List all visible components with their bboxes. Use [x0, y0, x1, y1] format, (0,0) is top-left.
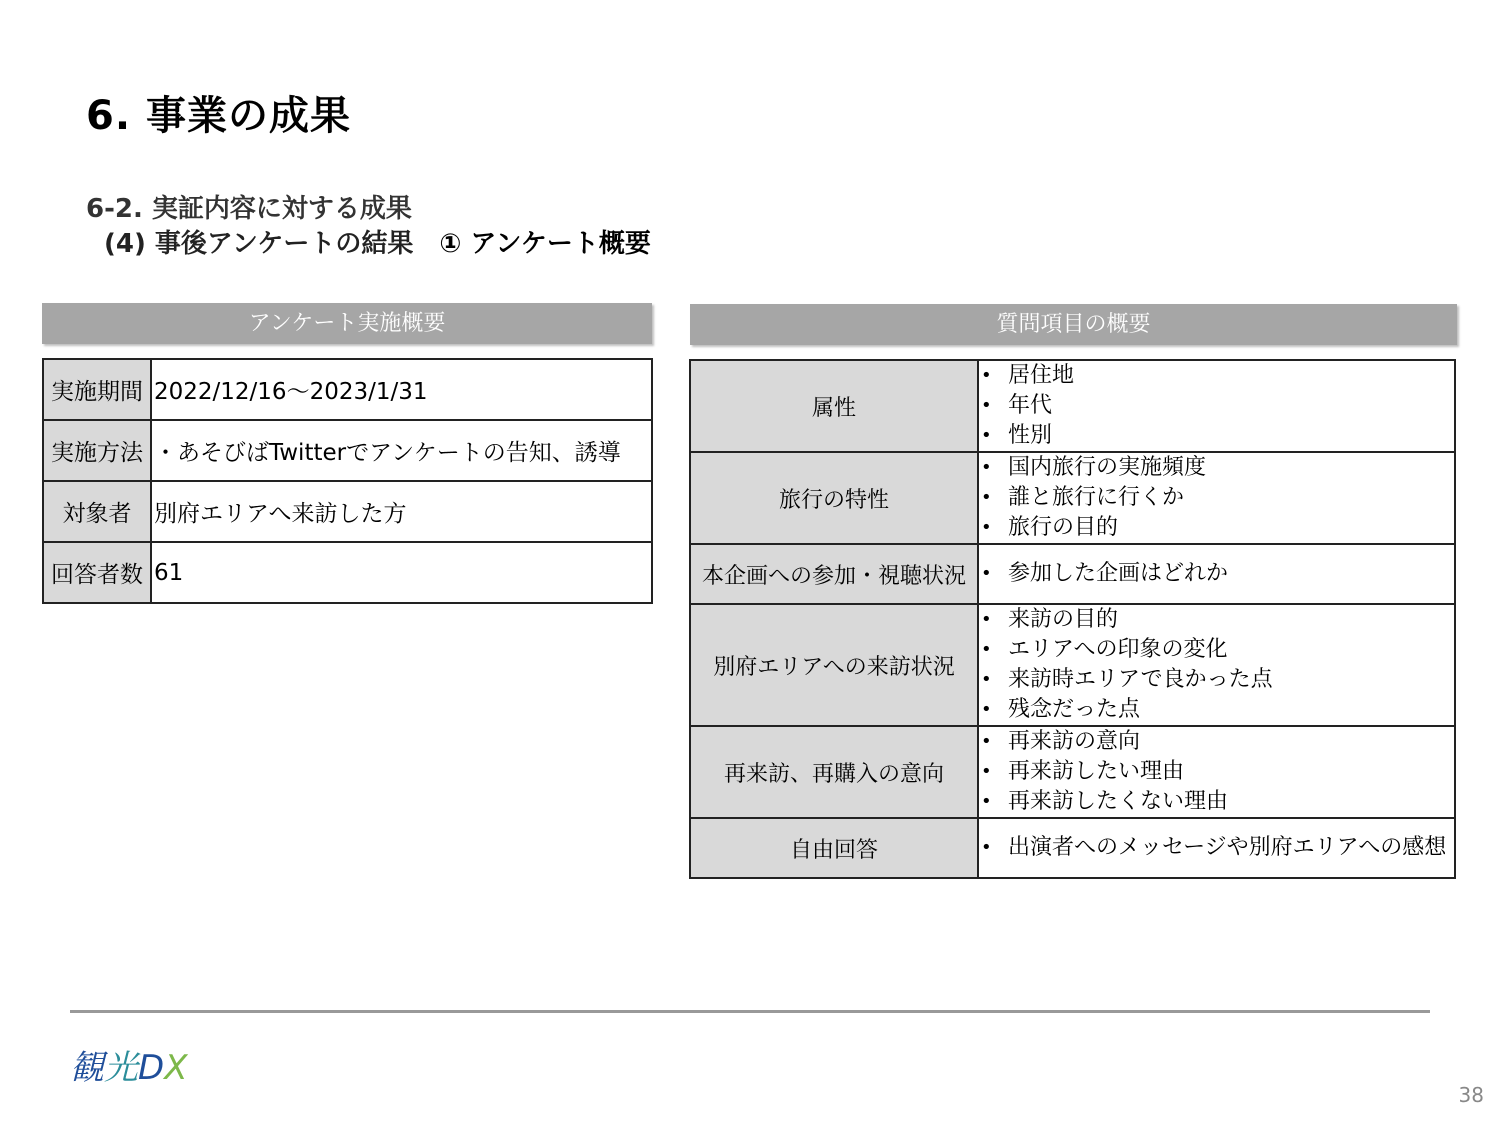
table-row — [690, 544, 1455, 604]
table-row — [43, 420, 652, 481]
overview-value: 61 — [151, 542, 652, 603]
question-category: 属性 — [690, 360, 978, 452]
table-row — [43, 359, 652, 420]
overview-header: アンケート実施概要 — [42, 303, 652, 344]
bullet-icon: • — [981, 699, 992, 720]
bullet-icon: • — [981, 487, 992, 508]
bullet-icon: • — [981, 761, 992, 782]
list-item: • 再来訪したい理由 — [979, 757, 1454, 787]
list-item: • 旅行の目的 — [979, 513, 1454, 543]
bullet-icon: • — [981, 791, 992, 812]
table-row — [690, 818, 1455, 878]
list-item: • 来訪時エリアで良かった点 — [979, 665, 1454, 695]
bullet-icon: • — [981, 563, 992, 584]
overview-label: 回答者数 — [43, 542, 151, 603]
table-row — [690, 604, 1455, 726]
section-heading-part2: ① アンケート概要 — [439, 229, 651, 259]
question-category: 本企画への参加・視聴状況 — [690, 544, 978, 604]
question-items — [978, 726, 1455, 818]
kanko-dx-logo: 観光DX — [70, 1048, 188, 1088]
table-row — [43, 542, 652, 603]
list-item: • 再来訪したくない理由 — [979, 787, 1454, 817]
bullet-icon: • — [981, 425, 992, 446]
bullet-icon: • — [981, 731, 992, 752]
questions-header: 質問項目の概要 — [690, 304, 1457, 345]
list-item: • 来訪の目的 — [979, 605, 1454, 635]
section-subtitle: 6-2. 実証内容に対する成果 — [86, 194, 412, 224]
question-items — [978, 544, 1455, 604]
question-items — [978, 604, 1455, 726]
list-item: • 再来訪の意向 — [979, 727, 1454, 757]
overview-value: ・あそびばTwitterでアンケートの告知、誘導 — [151, 420, 652, 481]
bullet-icon: • — [981, 669, 992, 690]
list-item: • 性別 — [979, 421, 1454, 451]
bullet-icon: • — [981, 365, 992, 386]
page-title: 6. 事業の成果 — [86, 93, 351, 139]
list-item: • 出演者へのメッセージや別府エリアへの感想 — [979, 833, 1454, 863]
question-items — [978, 360, 1455, 452]
table-row — [690, 726, 1455, 818]
bullet-icon: • — [981, 837, 992, 858]
question-category: 別府エリアへの来訪状況 — [690, 604, 978, 726]
table-row — [43, 481, 652, 542]
list-item: • 残念だった点 — [979, 695, 1454, 725]
overview-label: 実施方法 — [43, 420, 151, 481]
bullet-icon: • — [981, 395, 992, 416]
section-heading-part1: (4) 事後アンケートの結果 — [104, 229, 440, 259]
bullet-icon: • — [981, 609, 992, 630]
bullet-icon: • — [981, 457, 992, 478]
overview-value: 2022/12/16～2023/1/31 — [151, 359, 652, 420]
list-item: • 居住地 — [979, 361, 1454, 391]
bullet-icon: • — [981, 517, 992, 538]
questions-table — [689, 359, 1456, 879]
overview-label: 対象者 — [43, 481, 151, 542]
question-items — [978, 452, 1455, 544]
footer-divider — [70, 1010, 1430, 1013]
question-category: 旅行の特性 — [690, 452, 978, 544]
list-item: • 年代 — [979, 391, 1454, 421]
table-row — [690, 452, 1455, 544]
page-number: 38 — [1458, 1083, 1484, 1107]
section-heading — [104, 223, 651, 260]
list-item: • 誰と旅行に行くか — [979, 483, 1454, 513]
question-items — [978, 818, 1455, 878]
overview-label: 実施期間 — [43, 359, 151, 420]
overview-value: 別府エリアへ来訪した方 — [151, 481, 652, 542]
list-item: • エリアへの印象の変化 — [979, 635, 1454, 665]
question-category: 自由回答 — [690, 818, 978, 878]
overview-table — [42, 358, 653, 604]
bullet-icon: • — [981, 639, 992, 660]
list-item: • 参加した企画はどれか — [979, 559, 1454, 589]
list-item: • 国内旅行の実施頻度 — [979, 453, 1454, 483]
question-category: 再来訪、再購入の意向 — [690, 726, 978, 818]
table-row — [690, 360, 1455, 452]
